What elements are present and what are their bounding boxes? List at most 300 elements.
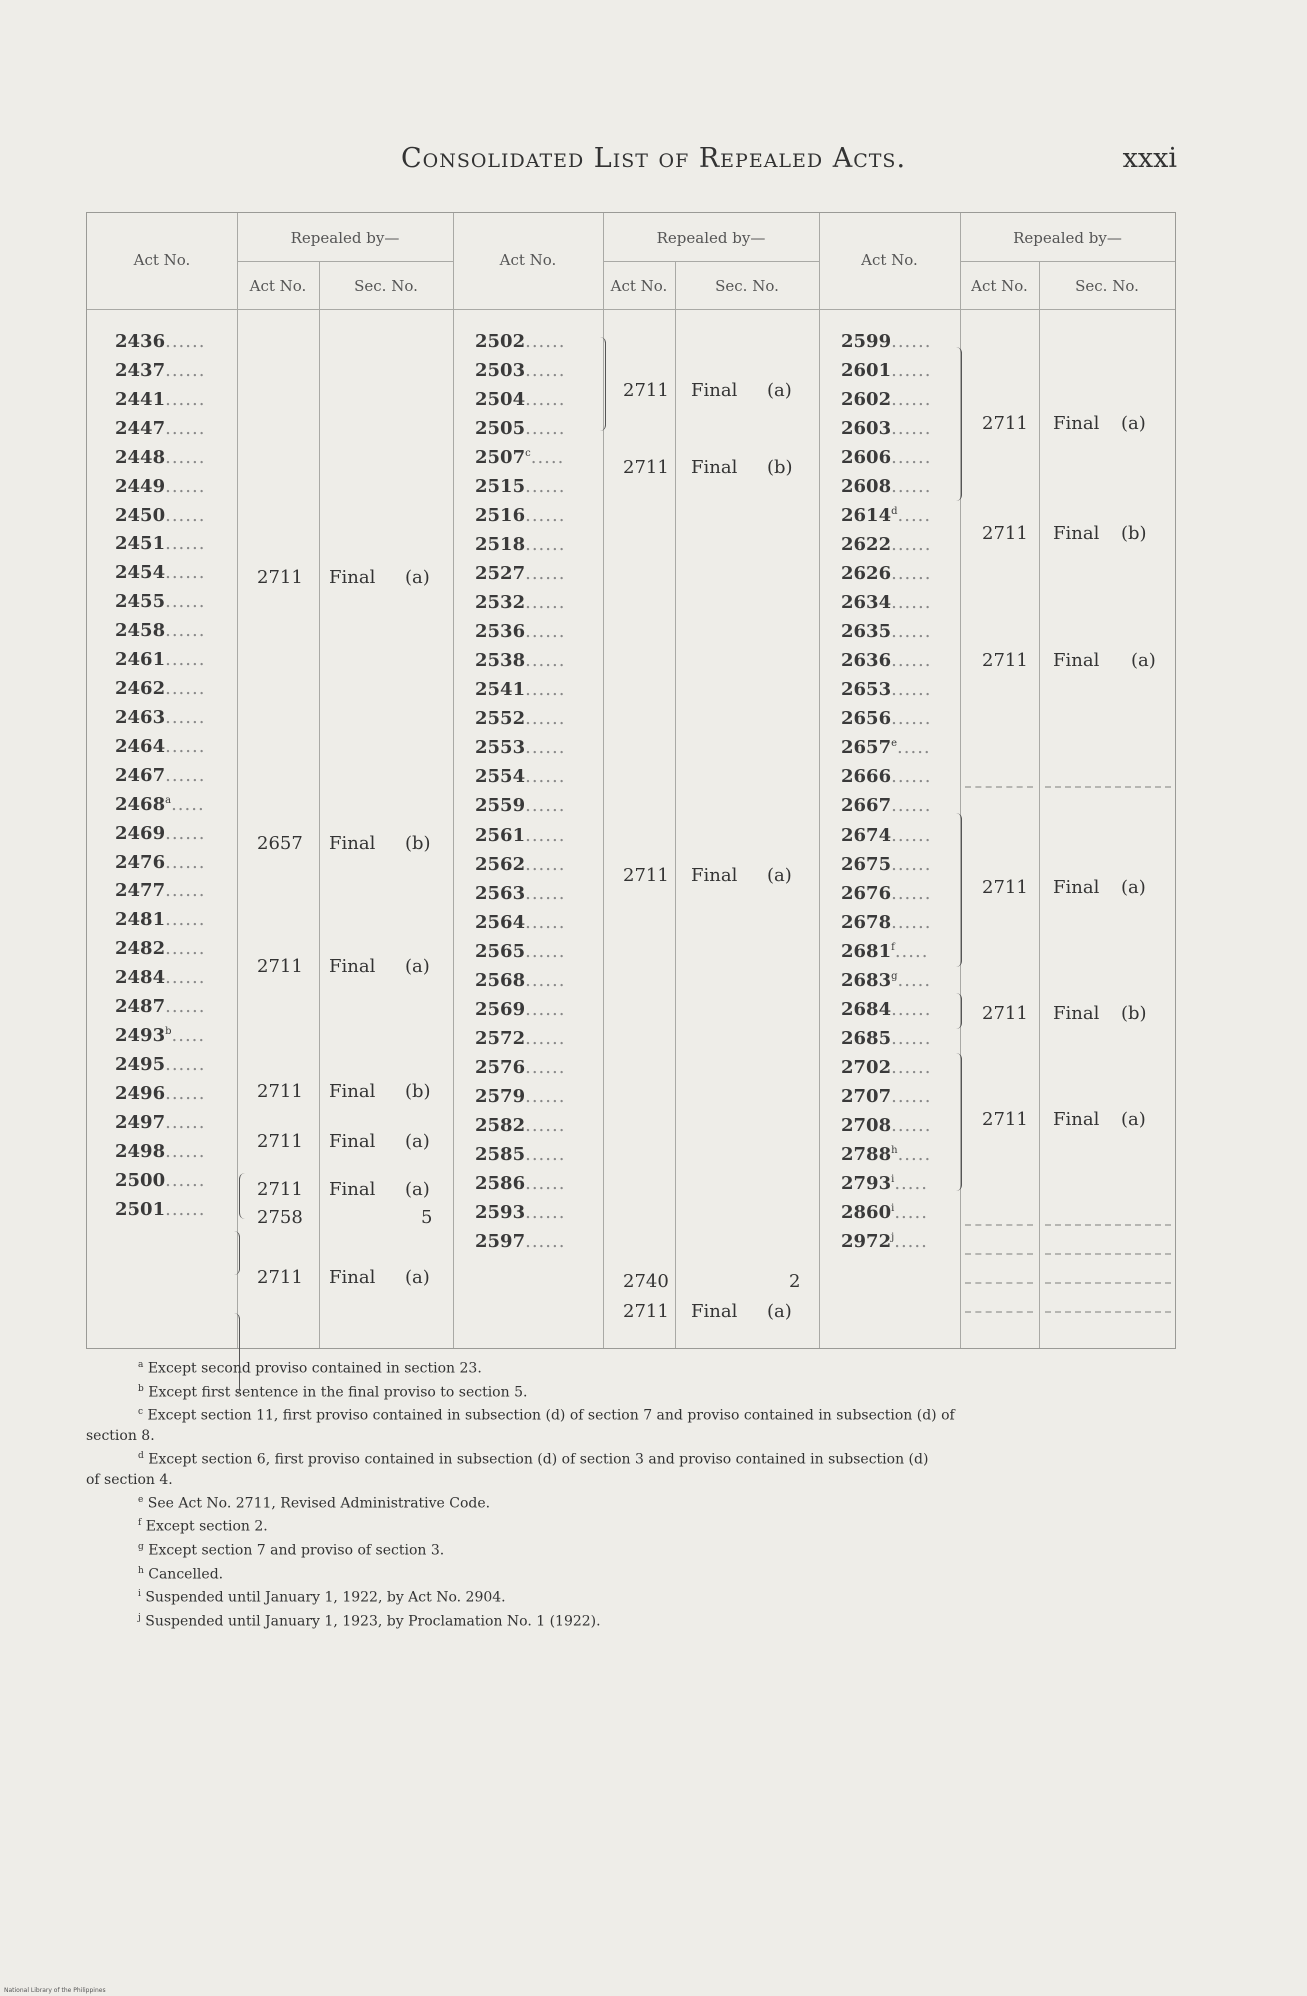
act-number: [115, 533, 205, 554]
act-number-value: 2505: [475, 418, 526, 439]
leader-dots: .....: [897, 505, 932, 526]
act-number-value: 2449: [115, 476, 166, 497]
footnote-marker: j: [891, 1232, 895, 1243]
act-number-value: 2614: [841, 505, 892, 526]
leader-dots: ......: [525, 563, 566, 584]
act-number-value: 2476: [115, 852, 166, 873]
act-number: [841, 1028, 931, 1049]
act-number-value: 2793: [841, 1173, 892, 1194]
leader-dots: ......: [891, 592, 932, 613]
leader-dots: ......: [165, 1054, 206, 1075]
repeal-par: (a): [405, 1131, 430, 1152]
act-number: [841, 331, 931, 352]
act-number: [841, 1144, 931, 1165]
footnote-f: $^f$ Except section 2.: [138, 1518, 268, 1535]
act-number-value: 2657: [841, 737, 892, 758]
empty-cell-dash: [965, 1224, 1033, 1226]
repeal-par: (a): [1121, 1109, 1146, 1130]
act-number: [115, 389, 205, 410]
col-rule: [1039, 261, 1040, 1348]
leader-dots: ......: [525, 592, 566, 613]
empty-cell-dash: [1045, 786, 1171, 788]
repeal-sec: Final: [1053, 523, 1100, 544]
act-number: [475, 476, 565, 497]
repeal-sec: Final: [329, 1267, 376, 1288]
leader-dots: ......: [165, 476, 206, 497]
act-number: [475, 1173, 565, 1194]
col-rule: [237, 213, 238, 1348]
act-number-value: 2467: [115, 765, 166, 786]
act-number: [115, 823, 205, 844]
act-number: [841, 563, 931, 584]
leader-dots: ......: [891, 795, 932, 816]
act-number: [841, 389, 931, 410]
group-brace: [955, 347, 962, 501]
repealed-acts-table: [86, 212, 1176, 1349]
repeal-sec: Final: [329, 1131, 376, 1152]
act-number: [475, 1144, 565, 1165]
leader-dots: ......: [525, 621, 566, 642]
act-number: [841, 447, 931, 468]
act-number: [115, 1112, 205, 1133]
leader-dots: ......: [165, 880, 206, 901]
leader-dots: ......: [891, 563, 932, 584]
footnote-marker: i: [891, 1203, 895, 1214]
act-number-value: 2482: [115, 938, 166, 959]
leader-dots: ......: [525, 854, 566, 875]
repeal-par: (b): [1121, 1003, 1147, 1024]
repeal-par: (b): [767, 457, 793, 478]
act-number: [115, 447, 205, 468]
leader-dots: .....: [894, 1173, 928, 1194]
repeal-act: 2711: [623, 1301, 669, 1322]
repeal-par: (a): [767, 1301, 792, 1322]
act-number-value: 2653: [841, 679, 892, 700]
leader-dots: .....: [171, 794, 205, 815]
leader-dots: ......: [525, 389, 566, 410]
header-sub-rule-3: [960, 261, 1175, 262]
footnote-marker: b: [165, 1026, 172, 1037]
act-number: [475, 1086, 565, 1107]
act-number: [841, 650, 931, 671]
footnote-b: $^b$ Except first sentence in the final proviso to section 5.: [138, 1383, 528, 1401]
act-number-value: 2461: [115, 649, 166, 670]
leader-dots: .....: [894, 941, 929, 962]
footnote-marker: c: [525, 448, 531, 459]
repeal-par: (b): [405, 1081, 431, 1102]
empty-cell-dash: [1045, 1282, 1171, 1284]
act-number-value: 2441: [115, 389, 166, 410]
footnote-d-continued: of section 4.: [86, 1471, 173, 1488]
act-number-value: 2708: [841, 1115, 892, 1136]
act-number-value: 2636: [841, 650, 892, 671]
repeal-par: (a): [767, 380, 792, 401]
act-number-value: 2585: [475, 1144, 526, 1165]
act-number-value: 2568: [475, 970, 526, 991]
leader-dots: ......: [165, 505, 206, 526]
act-number: [115, 331, 205, 352]
footnote-marker: g: [891, 971, 898, 982]
leader-dots: ......: [525, 766, 566, 787]
leader-dots: ......: [165, 447, 206, 468]
leader-dots: ......: [165, 1170, 206, 1191]
act-number-value: 2599: [841, 331, 892, 352]
leader-dots: ......: [525, 1173, 566, 1194]
leader-dots: ......: [165, 1083, 206, 1104]
repeal-act: 2711: [982, 650, 1028, 671]
header-act-no-1: Act No.: [133, 251, 191, 269]
repeal-sec: Final: [329, 567, 376, 588]
act-number: [841, 708, 931, 729]
leader-dots: ......: [165, 360, 206, 381]
act-number-value: 2622: [841, 534, 892, 555]
footnote-marker: f: [891, 942, 895, 953]
act-number-value: 2532: [475, 592, 526, 613]
act-number: [841, 1115, 931, 1136]
act-number-value: 2564: [475, 912, 526, 933]
act-number: [115, 505, 205, 526]
repeal-act: 2711: [257, 1179, 303, 1200]
repeal-par: (a): [405, 956, 430, 977]
act-number-value: 2860: [841, 1202, 892, 1223]
act-number: [841, 1202, 928, 1223]
act-number-value: 2576: [475, 1057, 526, 1078]
repeal-par: (b): [1121, 523, 1147, 544]
act-number-value: 2552: [475, 708, 526, 729]
repeal-act: 2711: [623, 380, 669, 401]
act-number-value: 2462: [115, 678, 166, 699]
act-number: [841, 476, 931, 497]
empty-cell-dash: [1045, 1253, 1171, 1255]
repeal-act: 2711: [982, 1109, 1028, 1130]
act-number: [841, 854, 931, 875]
col-rule: [675, 261, 676, 1348]
leader-dots: ......: [525, 1115, 566, 1136]
act-number-value: 2493: [115, 1025, 166, 1046]
act-number: [475, 970, 565, 991]
act-number: [115, 765, 205, 786]
leader-dots: ......: [525, 331, 566, 352]
repeal-act: 2711: [257, 956, 303, 977]
act-number: [115, 360, 205, 381]
act-number-value: 2527: [475, 563, 526, 584]
leader-dots: ......: [525, 941, 566, 962]
act-number: [115, 707, 205, 728]
footnote-j: $^j$ Suspended until January 1, 1923, by Proclamation No. 1 (1922).: [138, 1612, 601, 1630]
repeal-par: (a): [1121, 877, 1146, 898]
leader-dots: ......: [891, 389, 932, 410]
header-sub-act-no-1: Act No.: [249, 277, 307, 295]
leader-dots: ......: [165, 533, 206, 554]
act-number-value: 2495: [115, 1054, 166, 1075]
act-number: [841, 360, 931, 381]
act-number: [475, 621, 565, 642]
act-number-value: 2675: [841, 854, 892, 875]
act-number-value: 2972: [841, 1231, 892, 1252]
leader-dots: ......: [525, 534, 566, 555]
leader-dots: ......: [165, 620, 206, 641]
act-number-value: 2678: [841, 912, 892, 933]
leader-dots: ......: [525, 999, 566, 1020]
act-number: [841, 825, 931, 846]
act-number: [841, 621, 931, 642]
leader-dots: ......: [165, 996, 206, 1017]
act-number-value: 2451: [115, 533, 166, 554]
act-number-value: 2538: [475, 650, 526, 671]
header-sub-rule-2: [603, 261, 819, 262]
footnote-c: $^c$ Except section 11, first proviso contained in subsection (d) of section 7 and proviso contained in subsection (d) of: [138, 1407, 955, 1424]
leader-dots: ......: [891, 912, 932, 933]
repeal-act: 2711: [257, 1081, 303, 1102]
footnotes: [86, 1355, 1186, 1632]
act-number-value: 2507: [475, 447, 526, 468]
act-number-value: 2468: [115, 794, 166, 815]
act-number-value: 2501: [115, 1199, 166, 1220]
repeal-act: 2711: [982, 877, 1028, 898]
act-number-value: 2504: [475, 389, 526, 410]
act-number-value: 2559: [475, 795, 526, 816]
empty-cell-dash: [965, 1282, 1033, 1284]
act-number: [115, 678, 205, 699]
act-number: [115, 996, 205, 1017]
act-number: [115, 1083, 205, 1104]
act-number: [475, 1028, 565, 1049]
leader-dots: ......: [891, 708, 932, 729]
empty-cell-dash: [965, 1311, 1033, 1313]
leader-dots: ......: [891, 534, 932, 555]
act-number-value: 2593: [475, 1202, 526, 1223]
act-number-value: 2572: [475, 1028, 526, 1049]
leader-dots: ......: [165, 1141, 206, 1162]
leader-dots: .....: [897, 1144, 932, 1165]
act-number: [475, 825, 565, 846]
act-number-value: 2497: [115, 1112, 166, 1133]
repeal-act: 2758: [257, 1207, 303, 1228]
act-number: [841, 737, 931, 758]
header-repealed-by-3: Repealed by—: [1013, 229, 1122, 247]
repeal-sec: Final: [1053, 1003, 1100, 1024]
act-number-value: 2674: [841, 825, 892, 846]
act-number: [475, 331, 565, 352]
act-number-value: 2502: [475, 331, 526, 352]
leader-dots: ......: [891, 1028, 932, 1049]
library-credit: National Library of the Philippines: [4, 1987, 106, 1994]
act-number-value: 2487: [115, 996, 166, 1017]
act-number-value: 2586: [475, 1173, 526, 1194]
leader-dots: ......: [165, 765, 206, 786]
leader-dots: ......: [165, 389, 206, 410]
act-number-value: 2656: [841, 708, 892, 729]
footnote-marker: h: [891, 1145, 898, 1156]
leader-dots: ......: [891, 1057, 932, 1078]
leader-dots: ......: [525, 1057, 566, 1078]
leader-dots: .....: [894, 1231, 928, 1252]
leader-dots: ......: [165, 823, 206, 844]
act-number: [475, 389, 565, 410]
act-number-value: 2553: [475, 737, 526, 758]
act-number-value: 2454: [115, 562, 166, 583]
leader-dots: ......: [525, 1028, 566, 1049]
group-brace: [239, 1173, 246, 1219]
footnote-marker: d: [891, 506, 898, 517]
leader-dots: ......: [165, 909, 206, 930]
leader-dots: ......: [165, 418, 206, 439]
leader-dots: ......: [525, 650, 566, 671]
group-brace: [955, 993, 962, 1029]
leader-dots: ......: [165, 736, 206, 757]
act-number: [841, 679, 931, 700]
act-number: [475, 766, 565, 787]
footnote-d: $^d$ Except section 6, first proviso contained in subsection (d) of section 3 and proviso contained in subsection (d): [138, 1450, 929, 1468]
leader-dots: ......: [525, 883, 566, 904]
act-number: [841, 1231, 928, 1252]
header-sub-sec-no-1: Sec. No.: [354, 277, 418, 295]
act-number-value: 2683: [841, 970, 892, 991]
act-number-value: 2450: [115, 505, 166, 526]
act-number-value: 2463: [115, 707, 166, 728]
act-number-value: 2455: [115, 591, 166, 612]
leader-dots: ......: [891, 883, 932, 904]
act-number-value: 2516: [475, 505, 526, 526]
footnote-g: $^g$ Except section 7 and proviso of section 3.: [138, 1541, 445, 1559]
repeal-sec: Final: [691, 865, 738, 886]
leader-dots: ......: [525, 825, 566, 846]
act-number-value: 2503: [475, 360, 526, 381]
repeal-act: 2711: [257, 567, 303, 588]
repeal-sec: Final: [691, 1301, 738, 1322]
act-number-value: 2634: [841, 592, 892, 613]
act-number-value: 2498: [115, 1141, 166, 1162]
act-number: [115, 909, 205, 930]
repeal-act: 2711: [257, 1267, 303, 1288]
leader-dots: ......: [165, 562, 206, 583]
act-number: [115, 1170, 205, 1191]
act-number: [475, 534, 565, 555]
repeal-sec: Final: [1053, 877, 1100, 898]
leader-dots: ......: [891, 418, 932, 439]
repeal-par: (a): [405, 1267, 430, 1288]
act-number: [115, 736, 205, 757]
header-repealed-by-1: Repealed by—: [290, 229, 400, 247]
leader-dots: ......: [891, 825, 932, 846]
act-number: [841, 1057, 931, 1078]
leader-dots: ......: [525, 679, 566, 700]
act-number-value: 2565: [475, 941, 526, 962]
act-number-value: 2667: [841, 795, 892, 816]
col-rule: [453, 213, 454, 1348]
leader-dots: ......: [525, 1086, 566, 1107]
leader-dots: ......: [891, 331, 932, 352]
act-number: [475, 447, 564, 468]
act-number-value: 2484: [115, 967, 166, 988]
footnote-e: $^e$ See Act No. 2711, Revised Administrative Code.: [138, 1494, 491, 1512]
repeal-act: 2740: [623, 1271, 669, 1292]
act-number-value: 2554: [475, 766, 526, 787]
leader-dots: ......: [525, 1144, 566, 1165]
col-rule: [819, 213, 820, 1348]
act-number-value: 2500: [115, 1170, 166, 1191]
act-number: [841, 941, 928, 962]
act-number: [841, 534, 931, 555]
act-number-value: 2536: [475, 621, 526, 642]
group-brace: [955, 813, 962, 967]
repeal-act: 2711: [257, 1131, 303, 1152]
leader-dots: ......: [891, 999, 932, 1020]
header-sub-sec-no-2: Sec. No.: [715, 277, 779, 295]
act-number: [475, 795, 565, 816]
col-rule: [319, 261, 320, 1348]
empty-cell-dash: [1045, 1311, 1171, 1313]
act-number: [475, 883, 565, 904]
act-number-value: 2676: [841, 883, 892, 904]
leader-dots: ......: [891, 679, 932, 700]
page-title: Consolidated List of Repealed Acts.: [400, 143, 907, 174]
act-number: [841, 883, 931, 904]
act-number: [841, 1086, 931, 1107]
leader-dots: ......: [525, 795, 566, 816]
leader-dots: ......: [525, 1231, 566, 1252]
leader-dots: .....: [530, 447, 565, 468]
act-number-value: 2603: [841, 418, 892, 439]
leader-dots: ......: [891, 854, 932, 875]
repeal-sec: Final: [329, 1081, 376, 1102]
act-number: [475, 1057, 565, 1078]
header-sub-sec-no-3: Sec. No.: [1075, 277, 1139, 295]
act-number: [115, 938, 205, 959]
act-number: [115, 794, 205, 815]
repeal-sec: Final: [1053, 413, 1100, 434]
act-number-value: 2601: [841, 360, 892, 381]
group-brace: [233, 1231, 240, 1275]
footnote-a: $^a$ Except second proviso contained in section 23.: [138, 1360, 482, 1377]
act-number-value: 2685: [841, 1028, 892, 1049]
header-sub-rule-1: [237, 261, 453, 262]
act-number: [475, 854, 565, 875]
repeal-par: 5: [421, 1207, 433, 1228]
act-number-value: 2788: [841, 1144, 892, 1165]
repeal-par: (a): [405, 1179, 430, 1200]
repeal-sec: Final: [329, 1179, 376, 1200]
act-number: [841, 592, 931, 613]
leader-dots: ......: [165, 678, 206, 699]
leader-dots: .....: [897, 970, 932, 991]
act-number-value: 2602: [841, 389, 892, 410]
footnote-i: $^i$ Suspended until January 1, 1922, by Act No. 2904.: [138, 1589, 506, 1606]
act-number-value: 2562: [475, 854, 526, 875]
leader-dots: ......: [525, 912, 566, 933]
act-number: [115, 1199, 205, 1220]
act-number: [841, 795, 931, 816]
leader-dots: ......: [525, 360, 566, 381]
leader-dots: ......: [165, 707, 206, 728]
repeal-par: (a): [405, 567, 430, 588]
repeal-act: 2657: [257, 833, 303, 854]
act-number-value: 2448: [115, 447, 166, 468]
repeal-par: (a): [767, 865, 792, 886]
leader-dots: ......: [525, 970, 566, 991]
repeal-sec: Final: [691, 380, 738, 401]
act-number: [475, 592, 565, 613]
repeal-act: 2711: [982, 1003, 1028, 1024]
act-number-value: 2597: [475, 1231, 526, 1252]
leader-dots: ......: [165, 852, 206, 873]
act-number: [115, 649, 205, 670]
act-number-value: 2569: [475, 999, 526, 1020]
leader-dots: ......: [165, 331, 206, 352]
footnote-marker: i: [891, 1174, 895, 1185]
act-number-value: 2496: [115, 1083, 166, 1104]
repeal-act: 2711: [623, 457, 669, 478]
